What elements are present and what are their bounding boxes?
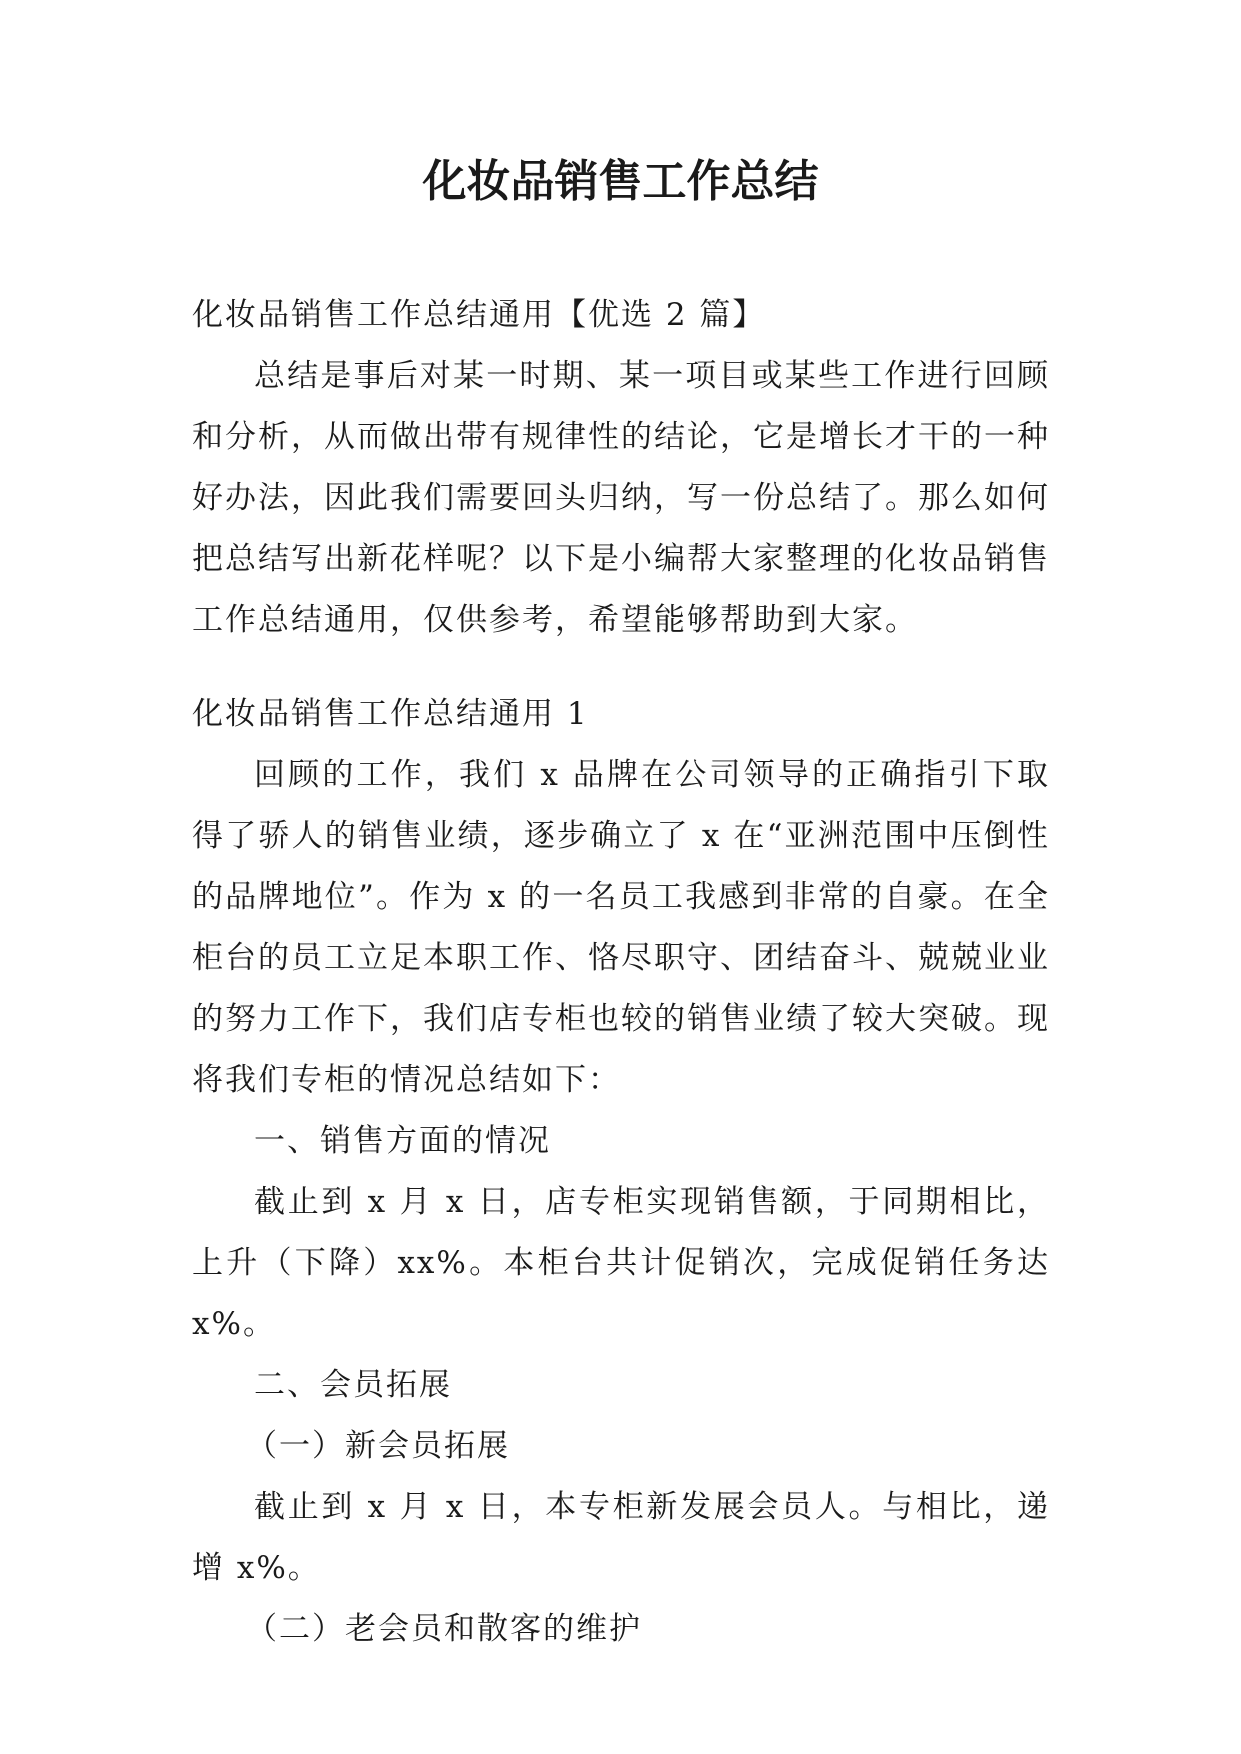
subsection-new-members-paragraph: 截止到 x 月 x 日，本专柜新发展会员人。与相比，递增 x%。	[192, 1489, 1050, 1586]
review-paragraph: 回顾的工作，我们 x 品牌在公司领导的正确指引下取得了骄人的销售业绩，逐步确立了 x 在“亚洲范围中压倒性的品牌地位”。作为 x 的一名员工我感到非常的自豪。在全柜台的员工立足本职工作、恪尽职守、团结奋斗、兢兢业业的努力工作下，我们店专柜也较的销售业绩了较大突破。现将我们专柜的情况总结如下：	[192, 757, 1050, 1098]
document-title: 化妆品销售工作总结	[422, 156, 819, 207]
intro-paragraph: 总结是事后对某一时期、某一项目或某些工作进行回顾和分析，从而做出带有规律性的结论，它是增长才干的一种好办法，因此我们需要回头归纳，写一份总结了。那么如何把总结写出新花样呢？以下是小编帮大家整理的化妆品销售工作总结通用，仅供参考，希望能够帮助到大家。	[192, 358, 1050, 638]
section-sales-paragraph: 截止到 x 月 x 日，店专柜实现销售额，于同期相比，上升（下降）xx%。本柜台共计促销次，完成促销任务达 x%。	[192, 1184, 1050, 1342]
section-members-heading: 二、会员拓展	[254, 1367, 452, 1403]
subsection-new-members-heading: （一）新会员拓展	[246, 1428, 510, 1464]
subsection-old-members-heading: （二）老会员和散客的维护	[246, 1611, 642, 1647]
section-sales-heading: 一、销售方面的情况	[254, 1123, 551, 1159]
article-heading: 化妆品销售工作总结通用 1	[192, 696, 589, 732]
collection-heading: 化妆品销售工作总结通用【优选 2 篇】	[192, 297, 766, 333]
document-body	[192, 285, 1050, 1660]
